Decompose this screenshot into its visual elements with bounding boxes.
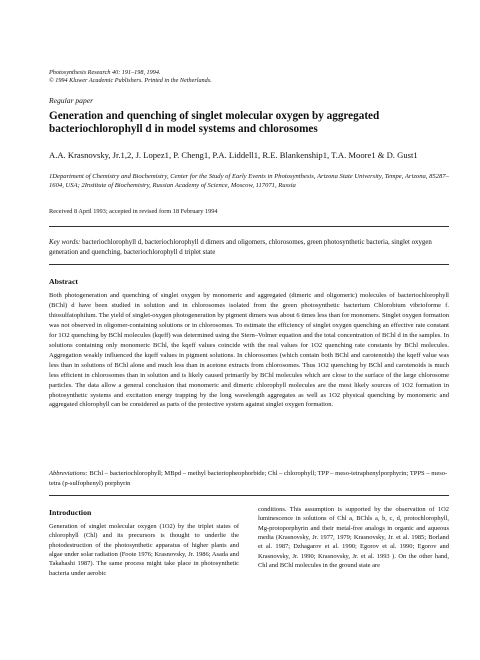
abbreviations-text: BChl – bacteriochlorophyll; MBpd – methyl bacteriopheophorbide; Chl – chlorophyll; TPP – meso-tetraphenylporphyrin; TPPS – meso-tetra (p-sulfophenyl) porphyrin [49, 470, 448, 487]
introduction-left-column: Generation of singlet molecular oxygen (1O2) by the triplet states of chlorophyll (Chl) and its precursors is thought to underlie the photodestruction of the photosynthetic apparatus of higher plants and algae under solar radiation (Foote 1976; Krasnovsky, Jr. 1986; Asada and Takahashi 1987). The same process might take place in photosynthetic bacteria under aerobic [49, 523, 239, 577]
paper-title: Generation and quenching of singlet molecular oxygen by aggregated bacteriochlorophyll d in model systems and chlorosomes [49, 110, 380, 135]
journal-citation: Photosynthesis Research 40: 191–198, 1994. [49, 69, 161, 76]
introduction-right-column: conditions. This assumption is supported by the observation of 1O2 luminescence in solutions of Chl a, BChls a, b, c, d, protochlorophyll, Mg-protoporphyrin and their metal-free analogs in organic and aqueous media (Krasnovsky, Jr. 1977, 1979; Krasnovsky, Jr. et al. 1985; Borland et al. 1987; Dzhagarov et al. 1990; Egorov et al. 1990; Egorov and Krasnovsky, Jr. 1990; Krasnovsky, Jr. et al. 1993 ). On the other hand, Chl and BChl molecules in the ground state are [258, 506, 449, 570]
introduction-heading: Introduction [49, 508, 92, 517]
abbreviations-label: Abbreviations: [49, 470, 88, 477]
divider-intro [49, 495, 449, 496]
received-dates: Received 8 April 1993; accepted in revised form 18 February 1994 [49, 208, 218, 215]
journal-header [49, 69, 212, 85]
divider-keywords [49, 264, 449, 265]
keywords-label: Key words: [49, 239, 81, 246]
abstract-heading: Abstract [49, 277, 79, 286]
divider-top [49, 226, 449, 227]
keywords [49, 238, 449, 258]
author-list: A.A. Krasnovsky, Jr.1,2, J. Lopez1, P. Cheng1, P.A. Liddell1, R.E. Blankenship1, T.A. Moore1 & D. Gust1 [49, 150, 418, 160]
journal-copyright: © 1994 Kluwer Academic Publishers. Printed in the Netherlands. [49, 77, 212, 84]
paper-type: Regular paper [49, 96, 94, 105]
abstract-text: Both photogeneration and quenching of singlet oxygen by monomeric and aggregated (dimeric and oligomeric) molecules of bacteriochlorophyll (BChl) d have been studied in solution and in chlorosomes isolated from the green photosynthetic bacterium Chlorobium vibrioforme f. thiosulfatophilum. The yield of singlet-oxygen photogeneration by pigment dimers was about 6 times less than for monomers. Singlet oxygen formation was not observed in oligomer-containing solutions or in chlorosomes. To estimate the efficiency of singlet oxygen quenching an effective rate constant for 1O2 quenching by BChl molecules (kqeff) was determined using the Stern–Volmer equation and the total concentration of BChl d in the samples. In solutions containing only monomeric BChl, the kqeff values coincide with the real values for 1O2 quenching rate constants by BChl molecules. Aggregation weakly influenced the kqeff values in pigment solutions. In chlorosomes (which contain both BChl and carotenoids) the kqeff value was less than in solutions of BChl alone and much less than in acetone extracts from chlorosomes. Thus 1O2 quenching by BChl and carotenoids is much less efficient in chlorosomes than in solution and is likely caused primarily by BChl molecules which are close to the surface of the large chlorosome particles. The data allow a general conclusion that monomeric and dimeric chlorophyll molecules are the most likely sources of 1O2 formation in photosynthetic systems and excitation energy trapping by the long wavelength aggregates as well as 1O2 physical quenching by monomeric and aggregated chlorophyll can be considered as parts of the protective system against singlet oxygen formation. [49, 292, 449, 409]
keywords-text: bacteriochlorophyll d, bacteriochlorophyll d dimers and oligomers, chlorosomes, green photosynthetic bacteria, singlet oxygen generation and quenching, bacteriochlorophyll d triplet state [49, 239, 432, 256]
abbreviations [49, 469, 449, 489]
affiliations: 1Department of Chemistry and Biochemistry, Center for the Study of Early Events in Photosynthesis, Arizona State University, Tempe, Arizona, 85287–1604, USA; 2Institute of Biochemistry, Russian Academy of Science, Moscow, 117071, Russia [49, 173, 449, 190]
